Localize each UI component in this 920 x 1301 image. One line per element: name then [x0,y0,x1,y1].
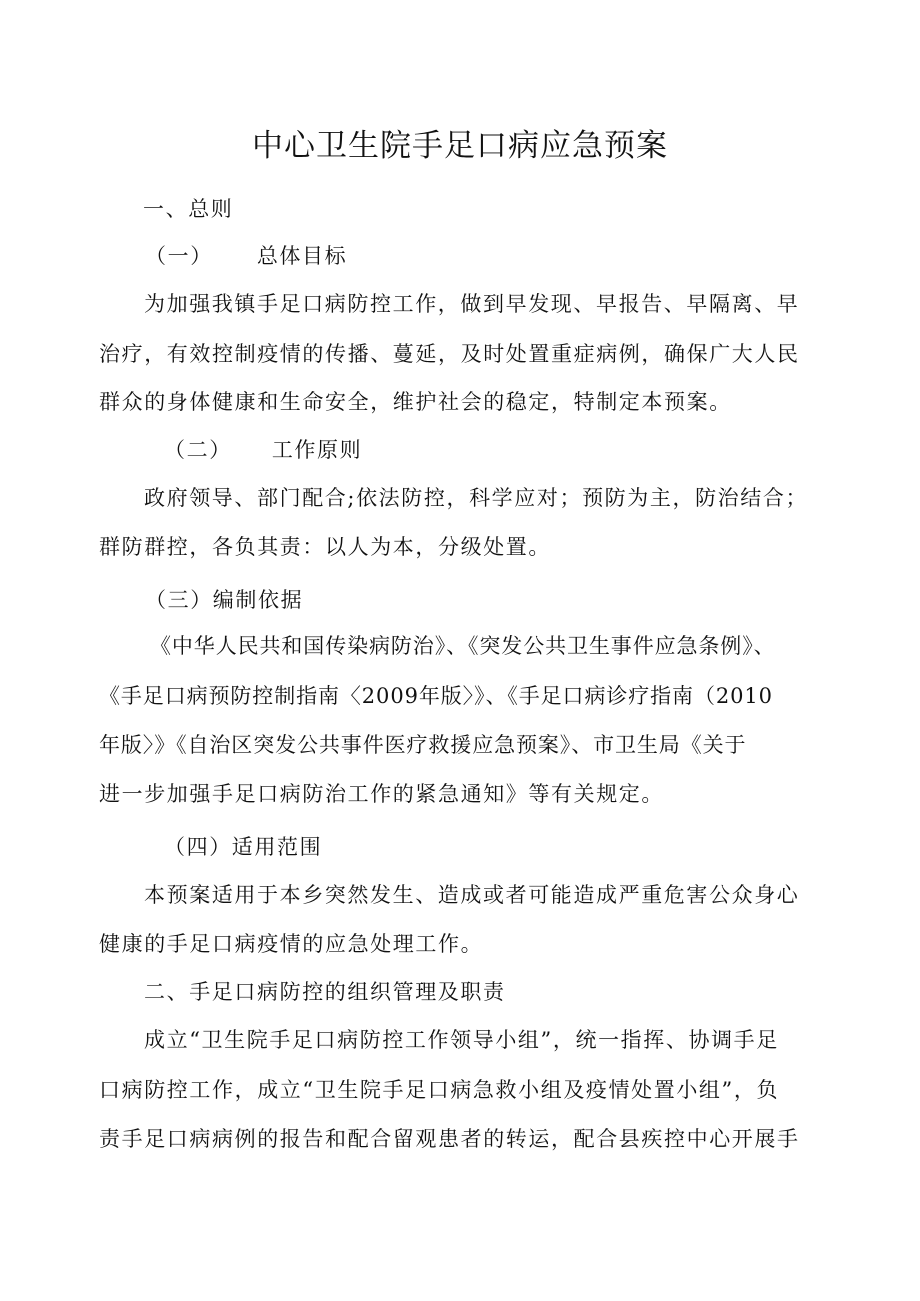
document-title: 中心卫生院手足口病应急预案 [252,128,668,164]
subsection-2-heading [164,440,362,461]
paragraph-line: 政府领导、部门配合;依法防控，科学应对；预防为主，防治结合； [144,486,809,510]
paragraph-line: 进一步加强手足口病防治工作的紧急通知》等有关规定。 [99,782,664,806]
paragraph-line: 口病防控工作，成立“卫生院手足口病急救小组及疫情处置小组”，负 [99,1078,780,1102]
subsection-2-title: 工作原则 [271,438,363,462]
section-1-heading: 一、总则 [143,197,234,221]
paragraph-line: 为加强我镇手足口病防控工作，做到早发现、早报告、早隔离、早 [144,292,800,316]
subsection-1-heading [145,246,347,267]
paragraph-line: 成立“卫生院手足口病防控工作领导小组”，统一指挥、协调手足 [144,1028,779,1052]
subsection-4-heading: （四）适用范围 [164,835,323,859]
section-2-heading: 二、手足口病防控的组织管理及职责 [144,980,506,1004]
subsection-1-marker: （一） [145,244,213,268]
paragraph-line: 《手足口病预防控制指南〈2009年版〉》、《手足口病诊疗指南（2010 [99,684,773,708]
paragraph-line: 群防群控，各负其责：以人为本，分级处置。 [99,535,551,559]
paragraph-line: 年版〉》《自治区突发公共事件医疗救援应急预案》、市卫生局《关于 [99,733,747,757]
paragraph-line: 责手足口病病例的报告和配合留观患者的转运，配合县疾控中心开展手 [99,1127,800,1151]
subsection-1-title: 总体目标 [256,244,348,268]
subsection-2-marker: （二） [164,438,232,462]
subsection-3-heading: （三）编制依据 [145,588,304,612]
paragraph-line: 本预案适用于本乡突然发生、造成或者可能造成严重危害公众身心 [144,883,800,907]
paragraph-line: 《中华人民共和国传染病防治》、《突发公共卫生事件应急条例》、 [150,634,776,658]
paragraph-line: 治疗，有效控制疫情的传播、蔓延，及时处置重症病例，确保广大人民 [99,342,800,366]
paragraph-line: 健康的手足口病疫情的应急处理工作。 [99,932,484,956]
paragraph-line: 群众的身体健康和生命安全，维护社会的稳定，特制定本预案。 [99,390,732,414]
